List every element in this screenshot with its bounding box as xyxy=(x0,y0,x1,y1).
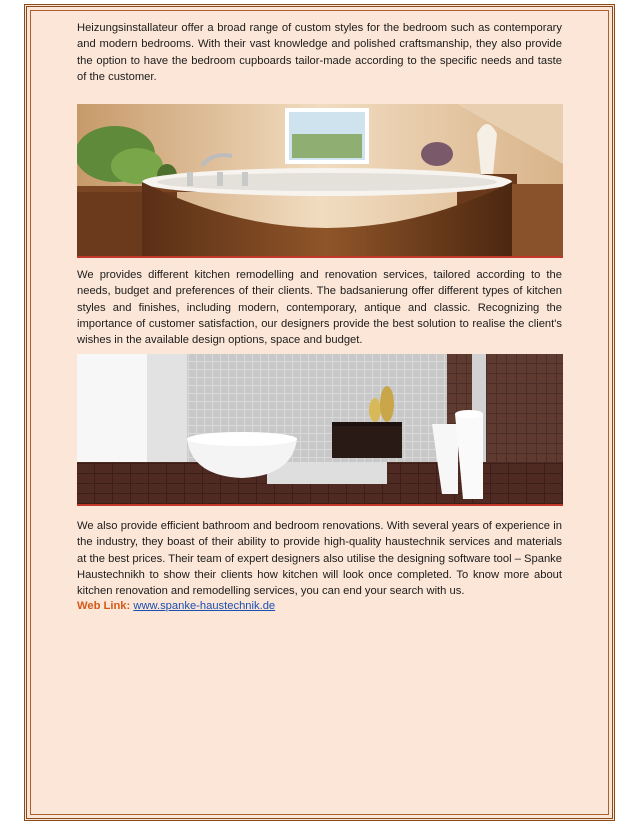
paragraph-bedroom-styles: Heizungsinstallateur offer a broad range of custom styles for the bedroom such as contemporary and modern bedrooms. With their vast knowledge and polished craftsmanship, they also provide the option to have the bedroom cupboards tailor-made according to the specific needs and taste of the customer. xyxy=(77,22,562,83)
web-link-label: Web Link: xyxy=(77,600,131,612)
web-link-line xyxy=(77,598,275,614)
paragraph-kitchen-remodelling: We provides different kitchen remodelling and renovation services, tailored according to the needs, budget and preferences of their clients. The badsanierung offer different types of kitchen styles and finishes, including modern, contemporary, antique and classic. Recognizing the importance of customer satisfaction, our designers provide the best solution to realise the client's wishes in the available design options, space and budget. xyxy=(77,269,562,347)
paragraph-bathroom-renovations: We also provide efficient bathroom and bedroom renovations. With several years of experience in the industry, they boast of their ability to provide high-quality haustechnik services and materials at the best prices. Their team of expert designers also utilise the designing software tool – Spanke Haustechnikh to show their clients how kitchen will look once completed. To know more about kitchen renovation and remodelling services, you can end your search with us. xyxy=(77,520,562,598)
photo-wooden-bathtub xyxy=(77,104,563,258)
web-link-url[interactable]: www.spanke-haustechnik.de xyxy=(133,600,276,612)
photo-modern-bathroom xyxy=(77,354,563,506)
